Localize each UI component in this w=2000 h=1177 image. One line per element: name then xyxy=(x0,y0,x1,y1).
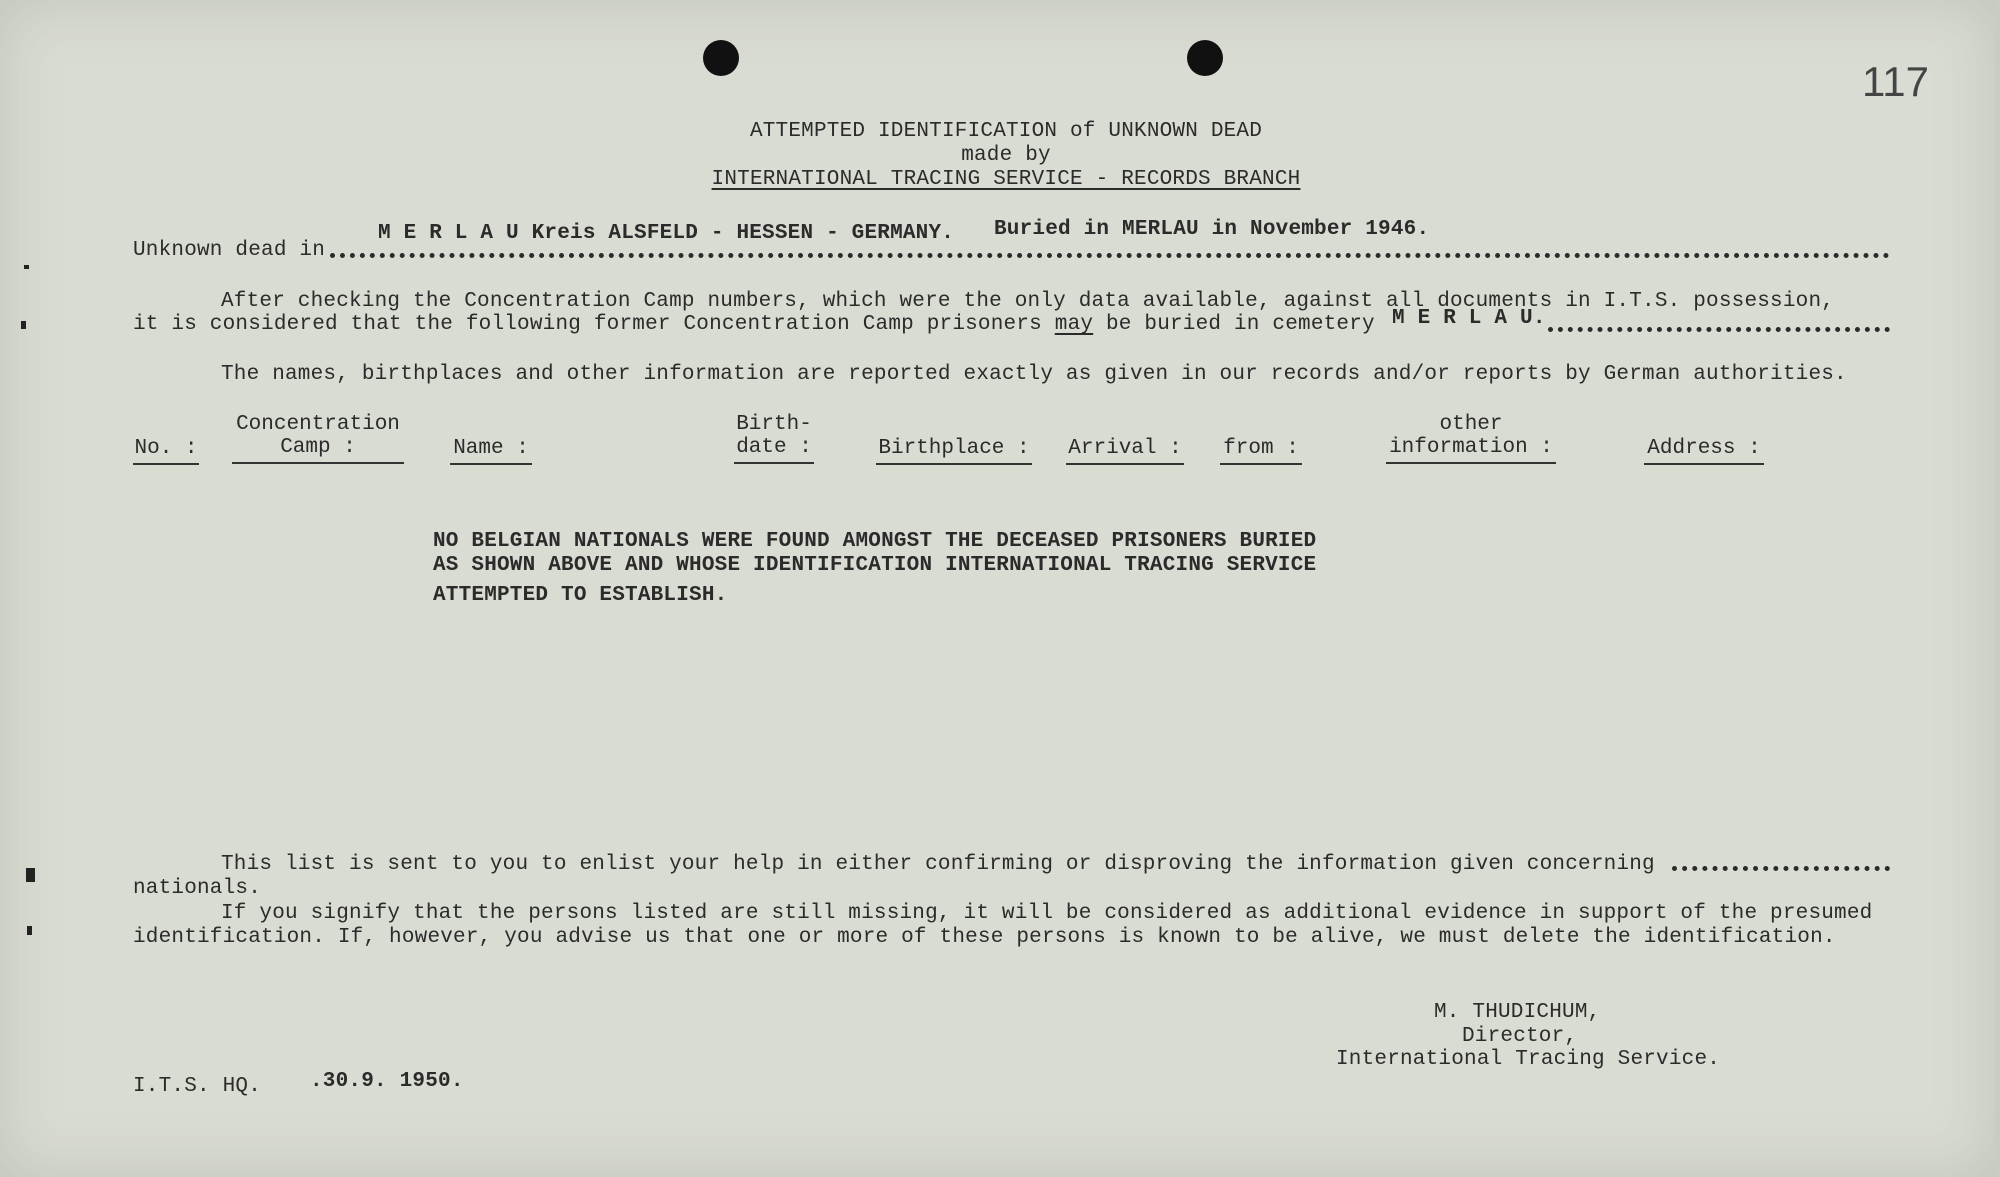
notice-line1: NO BELGIAN NATIONALS WERE FOUND AMONGST THE DECEASED PRISONERS BURIED xyxy=(433,530,1317,553)
check-paragraph-text: it is considered that the following former Concentration Camp prisoners xyxy=(133,313,1042,336)
header-title: ATTEMPTED IDENTIFICATION of UNKNOWN DEAD xyxy=(749,120,1263,143)
notice-line3: ATTEMPTED TO ESTABLISH. xyxy=(433,584,728,607)
closing-line4: identification. If, however, you advise us that one or more of these persons is known to be alive, we must delete the identification. xyxy=(133,926,1836,949)
page-number: 117 xyxy=(1862,58,1929,105)
column-other-information: other information : xyxy=(1386,413,1556,464)
closing-line2: nationals. xyxy=(133,877,262,900)
unknown-dead-place: M E R L A U Kreis ALSFELD - HESSEN - GERMANY. xyxy=(378,222,955,245)
closing-line3: If you signify that the persons listed are still missing, it will be considered as additional evidence in support of the presumed xyxy=(221,902,1873,925)
check-paragraph-line2 xyxy=(133,313,1375,336)
burial-info: Buried in MERLAU in November 1946. xyxy=(994,218,1430,241)
column-birthdate: Birth- date : xyxy=(734,413,814,464)
margin-mark xyxy=(21,321,26,329)
signature-name: M. THUDICHUM, xyxy=(1434,1001,1601,1024)
signature-title: Director, xyxy=(1462,1025,1578,1048)
column-address: Address : xyxy=(1644,437,1764,465)
dotted-leader xyxy=(1548,327,1890,332)
closing-line1: This list is sent to you to enlist your help in either confirming or disproving the information given concerning xyxy=(221,853,1655,876)
footer-label: I.T.S. HQ. xyxy=(133,1075,262,1098)
margin-mark xyxy=(26,868,35,882)
column-from: from : xyxy=(1220,437,1302,465)
header-subtitle: made by xyxy=(961,144,1051,167)
header-organization: INTERNATIONAL TRACING SERVICE - RECORDS BRANCH xyxy=(711,168,1301,191)
may-word: may xyxy=(1054,313,1094,336)
column-arrival: Arrival : xyxy=(1066,437,1184,465)
unknown-dead-label: Unknown dead in xyxy=(133,239,326,262)
margin-mark xyxy=(24,265,29,269)
notice-line2: AS SHOWN ABOVE AND WHOSE IDENTIFICATION INTERNATIONAL TRACING SERVICE xyxy=(433,554,1317,577)
cemetery-name: M E R L A U. xyxy=(1392,307,1546,330)
column-camp: Concentration Camp : xyxy=(232,413,404,464)
signature-organization: International Tracing Service. xyxy=(1336,1048,1721,1071)
dotted-leader xyxy=(1672,866,1890,871)
punch-hole-right xyxy=(1187,40,1223,76)
column-birthplace: Birthplace : xyxy=(876,437,1032,465)
names-note: The names, birthplaces and other information are reported exactly as given in our records and/or reports by German authorities. xyxy=(221,363,1847,386)
punch-hole-left xyxy=(703,40,739,76)
column-no: No. : xyxy=(133,437,199,465)
footer-date: .30.9. 1950. xyxy=(310,1070,464,1093)
margin-mark xyxy=(27,926,32,935)
check-paragraph-line1: After checking the Concentration Camp numbers, which were the only data available, against all documents in I.T.S. possession, xyxy=(221,290,1835,313)
check-paragraph-text-end: be buried in cemetery xyxy=(1105,313,1375,336)
column-name: Name : xyxy=(450,437,532,465)
dotted-leader xyxy=(330,253,1890,258)
